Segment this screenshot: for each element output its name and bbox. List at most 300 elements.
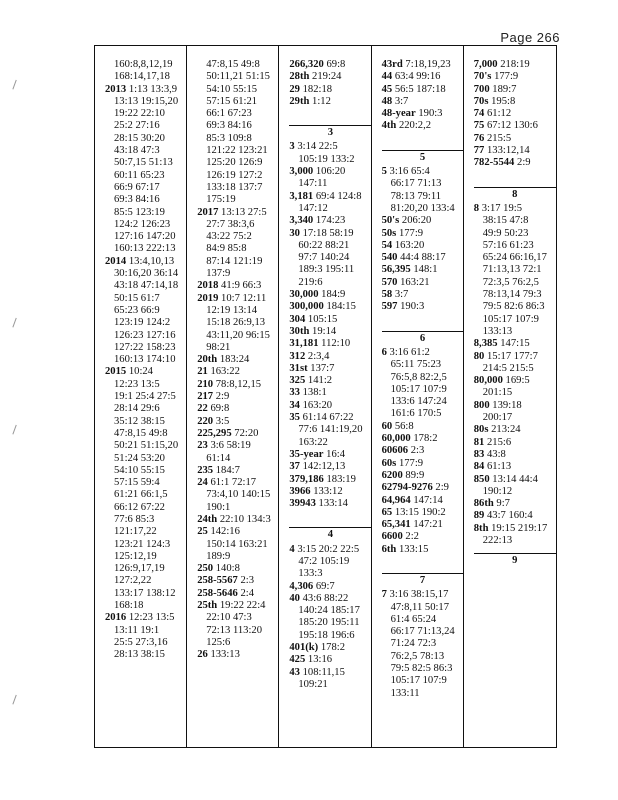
index-term: 45 — [381, 83, 393, 95]
index-continuation — [289, 277, 367, 289]
page-line-refs: 10:7 12:11 — [221, 292, 267, 304]
index-continuation — [197, 157, 275, 169]
index-continuation — [289, 203, 367, 215]
page-line-refs: 174:23 — [315, 215, 346, 227]
page-line-refs: 19:1 25:4 27:5 — [114, 391, 176, 403]
index-entry — [474, 461, 553, 473]
page-line-refs: 89:9 — [405, 469, 425, 481]
page-line-refs: 98:21 — [206, 341, 231, 353]
page-line-refs: 121:17,22 — [114, 526, 157, 538]
index-term: 31,181 — [289, 338, 319, 350]
page-line-refs: 121:22 123:21 — [206, 145, 268, 157]
index-continuation — [105, 96, 183, 108]
page-line-refs: 133:12 — [313, 485, 343, 497]
page-line-refs: 22:10 134:3 — [219, 513, 271, 525]
page-line-refs: 10:24 — [128, 366, 153, 378]
page-line-refs: 147:21 — [413, 519, 443, 531]
page-line-refs: 1:13 13:3,9 — [128, 83, 178, 95]
index-continuation — [105, 563, 183, 575]
page-line-refs: 184:7 — [215, 464, 240, 476]
index-entry — [474, 400, 553, 412]
page-line-refs: 3:14 22:5 — [297, 141, 338, 153]
index-entry — [474, 375, 553, 387]
index-term: 258-5567 — [197, 575, 238, 587]
index-continuation — [105, 219, 183, 231]
page-line-refs: 69:7 — [315, 580, 335, 592]
index-term: 64,964 — [381, 494, 411, 506]
index-entry — [382, 71, 460, 83]
index-term: 3,000 — [289, 166, 314, 178]
spacer — [382, 556, 460, 567]
index-continuation — [197, 453, 275, 465]
index-term: 39943 — [289, 498, 316, 510]
page-line-refs: 147:15 — [500, 338, 530, 350]
index-continuation — [105, 551, 183, 563]
index-continuation — [197, 219, 275, 231]
page-line-refs: 169:5 — [505, 375, 530, 387]
index-continuation — [105, 440, 183, 452]
page-line-refs: 12:19 13:14 — [206, 304, 258, 316]
page-line-refs: 161:6 170:5 — [390, 408, 442, 420]
index-term: 30 — [289, 227, 300, 239]
page-line-refs: 133:15 — [398, 543, 429, 555]
index-column — [279, 46, 371, 747]
index-term: 20th — [197, 354, 218, 366]
page-line-refs: 50:11,21 51:15 — [206, 71, 270, 83]
index-term: 379,186 — [289, 473, 324, 485]
index-term: 58 — [381, 289, 393, 301]
index-entry — [105, 84, 183, 96]
index-term: 300,000 — [289, 301, 324, 313]
page-line-refs: 60:11 65:23 — [114, 169, 165, 181]
index-continuation — [105, 293, 183, 305]
index-term: 80 — [473, 350, 485, 362]
page-line-refs: 106:20 — [315, 166, 346, 178]
page-line-refs: 189:3 195:11 — [298, 264, 355, 276]
index-entry — [474, 96, 553, 108]
index-term: 31st — [289, 362, 308, 374]
index-term: 2016 — [105, 612, 127, 624]
index-continuation — [105, 207, 183, 219]
index-continuation — [105, 391, 183, 403]
index-term: 425 — [289, 654, 306, 666]
page-line-refs: 47:8,15 49:8 — [206, 59, 260, 70]
page-line-refs: 127:2,22 — [114, 575, 152, 587]
index-entry — [289, 96, 367, 108]
index-continuation — [105, 416, 183, 428]
page-line-refs: 108:11,15 — [302, 666, 345, 678]
index-entry — [197, 600, 275, 612]
index-entry — [382, 495, 460, 507]
index-continuation — [197, 182, 275, 194]
index-entry — [289, 593, 367, 605]
index-continuation — [197, 170, 275, 182]
index-term: 8th — [473, 522, 489, 534]
page-line-refs: 72:13 113:20 — [206, 624, 263, 636]
index-term: 6600 — [381, 531, 403, 543]
page-line-refs: 184:15 — [326, 301, 356, 313]
index-entry — [382, 301, 460, 313]
index-term: 235 — [197, 464, 214, 476]
page-line-refs: 126:9,17,19 — [114, 563, 165, 575]
page-line-refs: 43:7 160:4 — [487, 510, 533, 522]
index-term: 76 — [473, 132, 485, 144]
page-line-refs: 66:9 67:17 — [114, 181, 160, 193]
index-entry — [382, 277, 460, 289]
index-continuation — [474, 252, 553, 264]
index-term: 4,306 — [289, 580, 314, 592]
index-continuation — [105, 194, 183, 206]
page-line-refs: 9:7 — [496, 498, 510, 510]
page-line-refs: 133:14 — [318, 498, 348, 510]
index-continuation — [105, 170, 183, 182]
page-line-refs: 61:1 72:17 — [210, 477, 257, 489]
index-term: 7,000 — [473, 59, 498, 70]
index-term: 50s — [381, 227, 397, 239]
index-continuation — [197, 145, 275, 157]
index-continuation — [474, 314, 553, 326]
word-index-table — [94, 45, 557, 748]
index-term: 56,395 — [381, 264, 411, 276]
index-entry — [105, 612, 183, 624]
index-entry — [382, 59, 460, 71]
index-entry — [382, 166, 460, 178]
index-term: 312 — [289, 350, 306, 362]
page-line-refs: 13:11 19:1 — [114, 624, 160, 636]
index-term: 3966 — [289, 485, 311, 497]
index-continuation — [474, 363, 553, 375]
index-entry — [197, 207, 275, 219]
index-entry — [474, 108, 553, 120]
page-line-refs: 184:9 — [321, 289, 346, 301]
index-continuation — [105, 157, 183, 169]
page-line-refs: 163:21 — [400, 276, 430, 288]
index-entry — [289, 400, 367, 412]
page-line-refs: 2:3,4 — [307, 350, 330, 362]
page-line-refs: 28:13 38:15 — [114, 649, 165, 661]
page-line-refs: 54:10 55:15 — [114, 464, 165, 476]
index-term: 782-5544 — [473, 157, 515, 169]
index-entry — [474, 474, 553, 486]
page-line-refs: 44:4 88:17 — [400, 252, 446, 264]
index-term: 7 — [381, 589, 387, 601]
index-entry — [382, 531, 460, 543]
index-continuation — [382, 191, 460, 203]
page-line-refs: 76:5,8 82:2,5 — [390, 371, 447, 383]
page-line-refs: 133:3 — [298, 568, 323, 580]
page-line-refs: 163:22 — [210, 366, 240, 378]
index-term: 86th — [473, 498, 494, 510]
page-line-refs: 71:24 72:3 — [390, 638, 437, 650]
page-line-refs: 61:14 — [206, 452, 231, 464]
index-term: 220 — [197, 415, 214, 427]
index-continuation — [382, 359, 460, 371]
index-continuation — [105, 59, 183, 71]
index-entry — [382, 544, 460, 556]
page-line-refs: 2:9 — [215, 391, 230, 403]
section-heading: 3 — [289, 125, 371, 139]
page-line-refs: 105:17 107:9 — [390, 383, 447, 395]
index-continuation — [382, 408, 460, 420]
index-continuation — [197, 256, 275, 268]
index-entry — [474, 84, 553, 96]
index-entry — [197, 440, 275, 452]
index-entry — [474, 133, 553, 145]
section-heading: 8 — [474, 187, 556, 201]
page-line-refs: 133:6 147:24 — [390, 396, 447, 408]
page-line-refs: 133:13 — [482, 325, 513, 337]
page-line-refs: 27:7 38:3,6 — [206, 218, 255, 230]
index-entry — [382, 228, 460, 240]
index-term: 325 — [289, 375, 306, 387]
page-line-refs: 7:18,19,23 — [405, 59, 451, 70]
index-term: 30th — [289, 325, 310, 337]
page-line-refs: 43:11,20 96:15 — [206, 329, 270, 341]
spacer — [289, 108, 367, 119]
index-entry — [382, 264, 460, 276]
index-term: 22 — [197, 403, 208, 415]
index-continuation — [197, 330, 275, 342]
index-entry — [289, 363, 367, 375]
page-line-refs: 65:23 66:9 — [114, 304, 160, 316]
index-continuation — [197, 317, 275, 329]
index-term: 29 — [289, 83, 300, 95]
page-line-refs: 77:6 141:19,20 — [298, 424, 363, 436]
page-line-refs: 168:18 — [114, 600, 144, 612]
page-line-refs: 85:5 123:19 — [114, 206, 165, 218]
index-entry — [289, 654, 367, 666]
page-line-refs: 140:24 185:17 — [298, 605, 360, 617]
index-term: 60,000 — [381, 433, 411, 445]
page-line-refs: 43:18 47:3 — [114, 145, 160, 157]
index-entry — [197, 477, 275, 489]
index-term: 80s — [473, 424, 489, 436]
index-continuation — [197, 71, 275, 83]
index-entry — [474, 157, 553, 169]
index-term: 21 — [197, 366, 208, 378]
index-term: 266,320 — [289, 59, 324, 70]
page-line-refs: 81:20,20 133:4 — [390, 202, 455, 214]
page-line-refs: 13:13 19:15,20 — [114, 95, 179, 107]
page-line-refs: 147:11 — [298, 178, 328, 190]
index-continuation — [382, 626, 460, 638]
index-term: 24 — [197, 477, 208, 489]
page-line-refs: 66:17 71:13,24 — [390, 626, 455, 638]
index-entry — [197, 391, 275, 403]
index-entry — [197, 280, 275, 292]
index-term: 4 — [289, 543, 295, 555]
page-line-refs: 69:4 124:8 — [315, 190, 362, 202]
index-term: 26 — [197, 649, 208, 661]
page-line-refs: 138:1 — [302, 387, 327, 399]
index-term: 48-year — [381, 108, 416, 120]
page-line-refs: 57:16 61:23 — [482, 239, 534, 251]
page-line-refs: 215:5 — [487, 132, 512, 144]
page-line-refs: 3:5 — [215, 415, 230, 427]
margin-mark — [12, 695, 18, 705]
page-line-refs: 219:6 — [298, 276, 323, 288]
index-term: 850 — [473, 473, 490, 485]
index-column — [95, 46, 187, 747]
index-term: 2018 — [197, 280, 219, 292]
page-line-refs: 190:1 — [206, 501, 231, 513]
index-entry — [197, 379, 275, 391]
index-term: 44 — [381, 71, 393, 83]
page-line-refs: 19:22 22:10 — [114, 108, 165, 120]
index-entry — [382, 421, 460, 433]
spacer — [289, 510, 367, 521]
index-term: 70's — [473, 71, 492, 83]
index-term: 8,385 — [473, 338, 498, 350]
index-continuation — [197, 637, 275, 649]
page-line-refs: 66:1 67:23 — [206, 108, 252, 120]
index-entry — [289, 474, 367, 486]
index-entry — [289, 301, 367, 313]
page-line-refs: 12:23 13:5 — [128, 612, 175, 624]
page-line-refs: 3:6 58:19 — [210, 440, 251, 452]
index-term: 570 — [381, 276, 398, 288]
index-continuation — [289, 617, 367, 629]
page-line-refs: 160:13 222:13 — [114, 243, 176, 255]
index-continuation — [289, 178, 367, 190]
index-entry — [197, 575, 275, 587]
index-continuation — [105, 637, 183, 649]
page-line-refs: 183:24 — [219, 354, 250, 366]
index-entry — [474, 498, 553, 510]
page-line-refs: 2:4 — [240, 587, 254, 599]
index-entry — [382, 507, 460, 519]
index-continuation — [197, 84, 275, 96]
index-entry — [289, 71, 367, 83]
margin-mark — [12, 425, 18, 435]
index-continuation — [474, 289, 553, 301]
index-continuation — [105, 305, 183, 317]
page-line-refs: 47:8,15 49:8 — [114, 427, 168, 439]
index-entry — [289, 228, 367, 240]
page-line-refs: 150:14 163:21 — [206, 538, 268, 550]
index-continuation — [105, 588, 183, 600]
index-continuation — [197, 489, 275, 501]
index-continuation — [382, 372, 460, 384]
index-continuation — [474, 228, 553, 240]
page-line-refs: 182:18 — [302, 83, 333, 95]
index-entry — [382, 84, 460, 96]
index-term: 84 — [473, 461, 485, 473]
index-term: 80,000 — [473, 375, 503, 387]
page-line-refs: 50:21 51:15,20 — [114, 440, 179, 452]
page-line-refs: 148:1 — [413, 264, 438, 276]
page-line-refs: 190:3 — [418, 108, 443, 120]
page-line-refs: 3:7 — [394, 289, 409, 301]
index-entry — [289, 314, 367, 326]
index-continuation — [105, 575, 183, 587]
page-line-refs: 175:19 — [206, 194, 236, 206]
section-heading: 5 — [382, 150, 464, 164]
index-term: 37 — [289, 461, 300, 473]
index-continuation — [105, 477, 183, 489]
index-term: 6200 — [381, 469, 403, 481]
index-continuation — [474, 535, 553, 547]
page-line-refs: 189:9 — [206, 550, 231, 562]
index-entry — [289, 544, 367, 556]
index-continuation — [197, 551, 275, 563]
margin-mark — [12, 318, 18, 328]
page-line-refs: 61:14 67:22 — [302, 412, 354, 424]
index-entry — [197, 514, 275, 526]
section-heading: 7 — [382, 573, 464, 587]
page-line-refs: 214:5 215:5 — [482, 362, 534, 374]
index-entry — [289, 498, 367, 510]
index-term: 62794-9276 — [381, 482, 433, 494]
index-term: 35 — [289, 412, 300, 424]
page-line-refs: 13:15 190:2 — [394, 506, 446, 518]
index-entry — [197, 526, 275, 538]
index-continuation — [197, 120, 275, 132]
index-entry — [289, 412, 367, 424]
index-term: 258-5646 — [197, 587, 238, 599]
page-line-refs: 3:7 — [394, 95, 409, 107]
index-term: 29th — [289, 95, 310, 107]
page-line-refs: 124:2 126:23 — [114, 218, 171, 230]
index-continuation — [105, 231, 183, 243]
page-line-refs: 163:20 — [394, 239, 425, 251]
index-continuation — [197, 502, 275, 514]
page-line-refs: 76:2,5 78:13 — [390, 650, 445, 662]
index-term: 74 — [473, 108, 485, 120]
index-continuation — [474, 301, 553, 313]
index-entry — [197, 563, 275, 575]
index-continuation — [474, 412, 553, 424]
page-line-refs: 17:18 58:19 — [302, 227, 354, 239]
index-continuation — [105, 243, 183, 255]
index-continuation — [105, 317, 183, 329]
index-entry — [382, 482, 460, 494]
index-entry — [289, 581, 367, 593]
index-entry — [289, 326, 367, 338]
page-line-refs: 79:5 82:6 86:3 — [482, 301, 545, 313]
index-continuation — [289, 252, 367, 264]
index-column — [372, 46, 464, 747]
index-term: 77 — [473, 145, 485, 157]
index-continuation — [105, 502, 183, 514]
index-term: 54 — [381, 239, 393, 251]
index-continuation — [382, 396, 460, 408]
index-entry — [289, 166, 367, 178]
index-term: 40 — [289, 592, 300, 604]
page-line-refs: 13:4,10,13 — [128, 255, 175, 267]
index-continuation — [474, 264, 553, 276]
index-continuation — [289, 437, 367, 449]
index-entry — [197, 465, 275, 477]
page-line-refs: 123:21 124:3 — [114, 538, 171, 550]
page-line-refs: 163:22 — [298, 436, 328, 448]
index-continuation — [197, 108, 275, 120]
index-entry — [289, 191, 367, 203]
page-line-refs: 201:15 — [482, 387, 513, 399]
page-line-refs: 13:13 27:5 — [221, 206, 267, 218]
index-continuation — [474, 387, 553, 399]
index-continuation — [382, 675, 460, 687]
index-entry — [289, 642, 367, 654]
page-line-refs: 183:19 — [326, 473, 356, 485]
page-line-refs: 126:19 127:2 — [206, 169, 263, 181]
page-line-refs: 2:3 — [240, 575, 254, 587]
page-line-refs: 69:8 — [326, 59, 346, 70]
index-continuation — [289, 568, 367, 580]
index-term: 50's — [381, 215, 400, 227]
page-line-refs: 72:3,5 76:2,5 — [482, 276, 539, 288]
index-continuation — [382, 614, 460, 626]
